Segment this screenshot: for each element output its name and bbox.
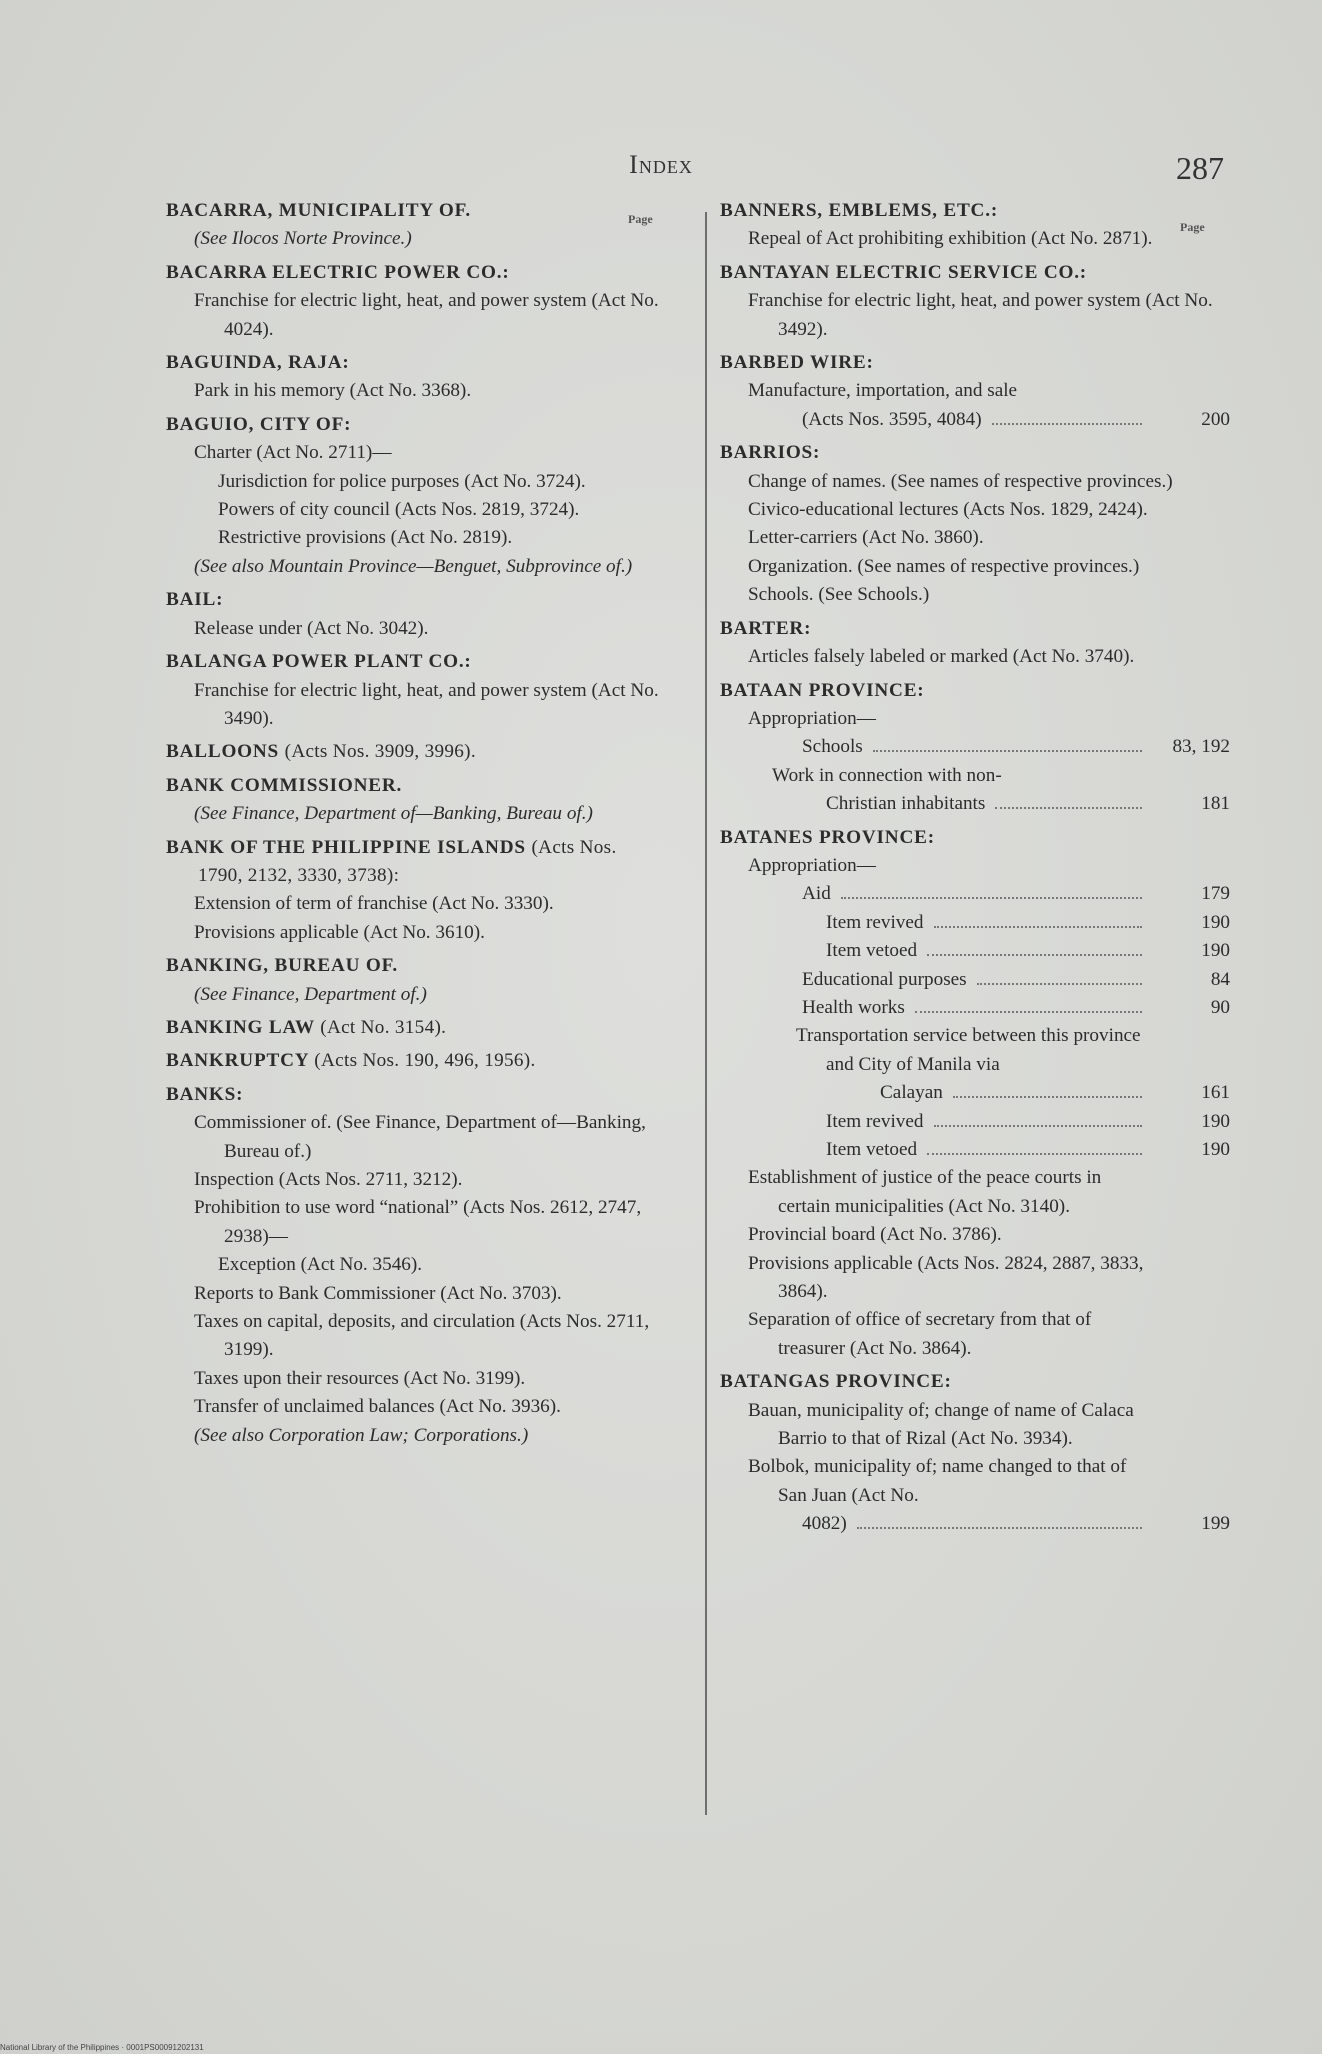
page-ref: 190 <box>1201 940 1230 962</box>
subentry: Schools. (See Schools.) <box>748 584 930 606</box>
subentry: Inspection (Acts Nos. 2711, 3212). <box>194 1169 463 1190</box>
index-entry <box>166 259 666 344</box>
index-entry <box>720 677 1230 819</box>
subentry: Work in connection with non- <box>772 764 1002 786</box>
page-ref: 199 <box>1201 1513 1230 1535</box>
index-entry <box>720 824 1230 1364</box>
page-ref: 84 <box>1210 968 1230 990</box>
leader-dots <box>934 1125 1143 1127</box>
entry-heading: BANNERS, EMBLEMS, ETC.: <box>720 200 999 221</box>
leader-dots <box>934 926 1143 928</box>
entry-heading <box>166 1047 666 1075</box>
entry-heading: BATAAN PROVINCE: <box>720 679 925 701</box>
subentry-text: Health works <box>802 996 905 1018</box>
index-entry <box>166 772 666 829</box>
index-entry <box>720 439 1230 609</box>
subentry: Powers of city council (Acts Nos. 2819, 3724). <box>218 499 580 521</box>
subentry-text: Aid <box>802 883 831 905</box>
subentry: Commissioner of. (See Finance, Department of—Banking, Bureau of.) <box>194 1112 646 1162</box>
subentry-text: Item vetoed <box>826 940 918 962</box>
subentry-text: (Acts Nos. 3595, 4084) <box>802 408 982 430</box>
subentry: Manufacture, importation, and sale <box>748 380 1018 402</box>
page-ref: 181 <box>1201 793 1230 815</box>
subentry: Articles falsely labeled or marked (Act No. 3740). <box>748 646 1135 668</box>
page-ref: 190 <box>1201 911 1230 933</box>
left-column <box>166 197 666 1455</box>
page-ref: 161 <box>1201 1082 1230 1104</box>
entry-heading: BACARRA, MUNICIPALITY OF. <box>166 200 471 221</box>
entry-heading: BARBED WIRE: <box>720 352 874 374</box>
subentry: Appropriation— <box>748 707 876 729</box>
subentry-with-page <box>720 880 1230 908</box>
index-entry <box>166 197 666 254</box>
subentry-with-page <box>720 966 1230 994</box>
subentry-with-page <box>720 994 1230 1022</box>
subentry-text: Item revived <box>826 911 924 933</box>
subentry: Taxes on capital, deposits, and circulation (Acts Nos. 2711, 3199). <box>194 1311 650 1361</box>
subentry: Organization. (See names of respective provinces.) <box>748 555 1140 577</box>
index-entry <box>720 349 1230 434</box>
index-entry <box>720 259 1230 344</box>
subentry-with-page <box>720 937 1230 965</box>
subentry-with-page <box>720 909 1230 937</box>
leader-dots <box>841 897 1142 899</box>
subentry-with-page <box>720 790 1230 818</box>
subentry-text: Christian inhabitants <box>826 793 986 815</box>
entry-reference: (Acts Nos. 1790, 2132, 3330, 3738): <box>198 836 617 886</box>
index-entry <box>720 1368 1230 1538</box>
running-head: Index <box>629 150 693 179</box>
subentry: Provisions applicable (Act No. 3610). <box>194 921 485 943</box>
subentry-with-page <box>720 1136 1230 1164</box>
index-entry <box>166 738 666 766</box>
subentry-with-page <box>720 1079 1230 1107</box>
entry-heading <box>166 738 666 766</box>
entry-heading-text: BANKING LAW <box>166 1016 315 1038</box>
leader-dots <box>927 954 1142 956</box>
entry-heading <box>166 834 666 891</box>
subentry: Appropriation— <box>748 854 876 876</box>
index-entry <box>166 586 666 643</box>
subentry: Letter-carriers (Act No. 3860). <box>748 527 984 549</box>
page-ref: 200 <box>1201 408 1230 430</box>
cross-reference: (See Finance, Department of.) <box>194 983 427 1005</box>
subentry: Provincial board (Act No. 3786). <box>748 1224 1002 1246</box>
cross-reference: (See Ilocos Norte Province.) <box>194 228 412 250</box>
leader-dots <box>953 1096 1142 1098</box>
index-entry <box>166 834 666 948</box>
subentry: Franchise for electric light, heat, and power system (Act No. 3490). <box>194 679 659 729</box>
right-column <box>720 197 1230 1544</box>
cross-reference: (See also Mountain Province—Benguet, Subprovince of.) <box>194 555 633 577</box>
index-entry <box>166 349 666 406</box>
leader-dots <box>995 807 1142 809</box>
subentry: Franchise for electric light, heat, and power system (Act No. 4024). <box>194 290 659 340</box>
subentry: Change of names. (See names of respective provinces.) <box>748 470 1173 492</box>
index-entry <box>166 648 666 733</box>
leader-dots <box>857 1527 1142 1529</box>
page-ref: 179 <box>1201 883 1230 905</box>
subentry: Taxes upon their resources (Act No. 3199). <box>194 1367 526 1389</box>
subentry: Transportation service between this province and City of Manila via <box>796 1025 1141 1075</box>
column-divider <box>705 212 707 1815</box>
subentry-text: Educational purposes <box>802 968 967 990</box>
index-entry <box>720 615 1230 672</box>
entry-heading: BARTER: <box>720 617 812 639</box>
page-column-label-right: Page <box>1180 220 1205 234</box>
page-ref: 190 <box>1201 1139 1230 1160</box>
subentry-with-page <box>720 1510 1230 1538</box>
subentry: Restrictive provisions (Act No. 2819). <box>218 527 513 549</box>
subentry: Transfer of unclaimed balances (Act No. 3936). <box>194 1396 561 1418</box>
entry-heading: BARRIOS: <box>720 442 821 464</box>
subentry-with-page <box>720 733 1230 761</box>
entry-heading: BALANGA POWER PLANT CO.: <box>166 651 472 673</box>
index-entry <box>166 1047 666 1075</box>
entry-heading <box>166 1014 666 1042</box>
entry-heading: BANTAYAN ELECTRIC SERVICE CO.: <box>720 261 1088 283</box>
subentry: Park in his memory (Act No. 3368). <box>194 380 472 402</box>
page-number: 287 <box>1176 150 1224 186</box>
entry-reference: (Act No. 3154). <box>320 1016 447 1038</box>
entry-heading: BAGUIO, CITY OF: <box>166 413 352 435</box>
leader-dots <box>977 983 1142 985</box>
subentry-with-page <box>720 1108 1230 1136</box>
entry-reference: (Acts Nos. 190, 496, 1956). <box>314 1050 536 1072</box>
entry-heading: BATANES PROVINCE: <box>720 826 935 848</box>
subentry: Establishment of justice of the peace courts in certain municipalities (Act No. 3140). <box>748 1167 1102 1217</box>
entry-heading: BAGUINDA, RAJA: <box>166 352 350 374</box>
index-entry <box>166 952 666 1009</box>
subentry-with-page <box>720 406 1230 434</box>
subentry-text: 4082) <box>802 1513 847 1535</box>
subentry: Separation of office of secretary from that of treasurer (Act No. 3864). <box>748 1309 1092 1359</box>
cross-reference: (See Finance, Department of—Banking, Bureau of.) <box>194 803 593 825</box>
scan-footer: National Library of the Philippines · 0001PS00091202131 <box>0 2043 204 2052</box>
subentry: Repeal of Act prohibiting exhibition (Act No. 2871). <box>748 228 1153 250</box>
page-ref: 190 <box>1201 1110 1230 1132</box>
entry-heading: BANKS: <box>166 1083 244 1105</box>
entry-heading: BANKING, BUREAU OF. <box>166 955 398 977</box>
entry-reference: (Acts Nos. 3909, 3996). <box>284 741 476 763</box>
subentry: Charter (Act No. 2711)— <box>194 442 392 464</box>
index-entry <box>166 411 666 581</box>
subentry-text: Schools <box>802 736 863 758</box>
subentry-text: Item revived <box>826 1110 924 1132</box>
subentry: Jurisdiction for police purposes (Act No. 3724). <box>218 470 586 492</box>
subentry: Provisions applicable (Acts Nos. 2824, 2887, 3833, 3864). <box>748 1252 1144 1303</box>
index-entry <box>166 1081 666 1450</box>
entry-heading: BAIL: <box>166 589 224 611</box>
page-column-label-left: Page <box>628 212 653 226</box>
subentry: Exception (Act No. 3546). <box>218 1254 423 1276</box>
entry-heading-text: BANK OF THE PHILIPPINE ISLANDS <box>166 836 526 858</box>
subentry: Franchise for electric light, heat, and power system (Act No. 3492). <box>748 290 1213 340</box>
subentry: Bolbok, municipality of; name changed to that of San Juan (Act No. <box>748 1456 1127 1506</box>
leader-dots <box>927 1153 1142 1155</box>
entry-heading-text: BANKRUPTCY <box>166 1050 309 1072</box>
leader-dots <box>992 423 1142 425</box>
subentry-text: Item vetoed <box>826 1139 918 1160</box>
entry-heading: BANK COMMISSIONER. <box>166 774 403 796</box>
subentry: Extension of term of franchise (Act No. 3330). <box>194 893 554 915</box>
leader-dots <box>915 1011 1142 1013</box>
subentry-text: Calayan <box>880 1082 943 1104</box>
subentry: Release under (Act No. 3042). <box>194 617 429 639</box>
subentry: Prohibition to use word “national” (Acts Nos. 2612, 2747, 2938)— <box>194 1197 642 1247</box>
page-ref: 90 <box>1210 996 1230 1018</box>
cross-reference: (See also Corporation Law; Corporations.) <box>194 1424 529 1446</box>
entry-heading: BATANGAS PROVINCE: <box>720 1371 952 1393</box>
subentry: Reports to Bank Commissioner (Act No. 3703). <box>194 1282 562 1304</box>
entry-heading-text: BALLOONS <box>166 741 280 763</box>
page-ref: 83, 192 <box>1172 736 1230 758</box>
entry-heading: BACARRA ELECTRIC POWER CO.: <box>166 261 510 283</box>
subentry: Civico-educational lectures (Acts Nos. 1829, 2424). <box>748 499 1148 521</box>
subentry: Bauan, municipality of; change of name of Calaca Barrio to that of Rizal (Act No. 3934). <box>748 1399 1134 1450</box>
index-entry <box>166 1014 666 1042</box>
index-entry <box>720 197 1230 254</box>
leader-dots <box>873 750 1142 752</box>
